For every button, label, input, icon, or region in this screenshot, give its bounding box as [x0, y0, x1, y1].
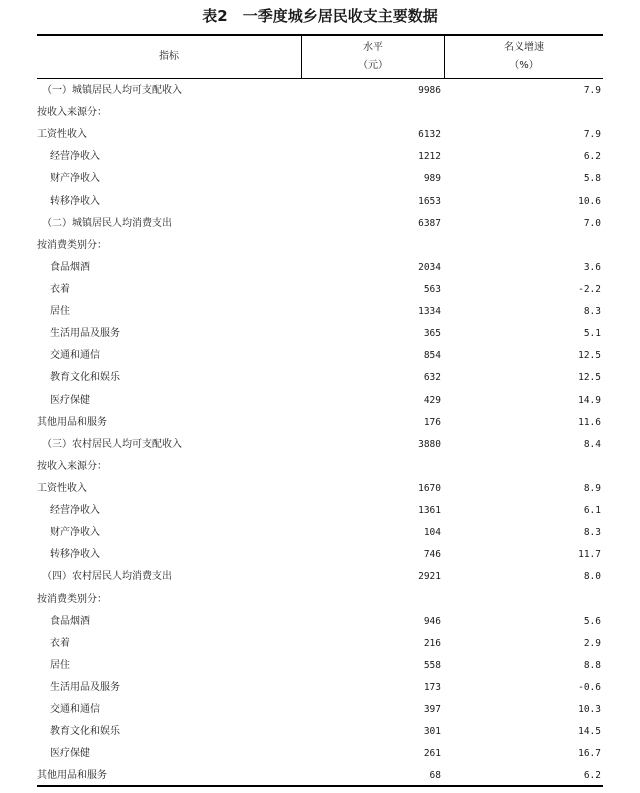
table-row [37, 522, 603, 544]
row-label: 食品烟酒 [50, 261, 90, 273]
table-row [37, 611, 603, 633]
row-label: （一）城镇居民人均可支配收入 [42, 85, 182, 96]
row-growth-value: 8.8 [583, 659, 601, 671]
row-level-value: 2921 [418, 571, 441, 583]
row-level-value: 1670 [418, 482, 441, 494]
row-level-value: 173 [423, 681, 441, 693]
table-row [37, 721, 603, 743]
table-row [37, 566, 603, 588]
header-indicator [37, 35, 301, 78]
row-label: 衣着 [50, 283, 70, 295]
table-row [37, 191, 603, 213]
row-growth-value: 8.9 [583, 482, 601, 494]
table-row [37, 677, 603, 699]
table-row [37, 235, 603, 257]
row-label: 按收入来源分： [37, 460, 107, 472]
row-label: 居住 [50, 306, 70, 318]
table-row [37, 102, 603, 124]
row-level-value: 946 [423, 615, 441, 627]
row-level-value: 746 [423, 549, 441, 561]
row-level-value: 365 [423, 328, 441, 340]
row-level-value: 3880 [418, 438, 441, 450]
row-label: 教育文化和娱乐 [50, 726, 120, 738]
row-label: 交通和通信 [50, 704, 100, 716]
table-row [37, 279, 603, 301]
row-growth-value: 5.8 [583, 173, 601, 185]
row-level-value: 6132 [418, 129, 441, 141]
header-level [302, 35, 444, 78]
table-row [37, 743, 603, 765]
row-growth-value: 7.9 [583, 85, 601, 96]
table-row [37, 168, 603, 190]
header-growth [445, 35, 603, 78]
row-label: 生活用品及服务 [50, 328, 120, 340]
row-label: 其他用品和服务 [37, 770, 107, 782]
row-label: 居住 [50, 659, 70, 671]
row-label: 其他用品和服务 [37, 416, 107, 428]
row-label: 按消费类别分： [37, 239, 107, 251]
row-label: 按消费类别分： [37, 593, 107, 605]
table-row [37, 390, 603, 412]
row-growth-value: 12.5 [578, 350, 601, 362]
row-label: 工资性收入 [37, 129, 87, 141]
row-label: 经营净收入 [50, 151, 100, 163]
table-row [37, 655, 603, 677]
row-label: 交通和通信 [50, 350, 100, 362]
row-growth-value: -2.2 [578, 283, 601, 295]
row-level-value: 104 [423, 527, 441, 539]
row-level-value: 397 [423, 704, 441, 716]
row-label: 衣着 [50, 637, 70, 649]
row-growth-value: 14.5 [578, 726, 601, 738]
row-label: 教育文化和娱乐 [50, 372, 120, 384]
table-row [37, 434, 603, 456]
row-level-value: 1212 [418, 151, 441, 163]
row-level-value: 558 [423, 659, 441, 671]
row-label: 经营净收入 [50, 505, 100, 517]
row-growth-value: 11.7 [578, 549, 601, 561]
row-growth-value: -0.6 [578, 681, 601, 693]
row-level-value: 1361 [418, 505, 441, 517]
row-growth-value: 5.6 [583, 615, 601, 627]
table-row [37, 633, 603, 655]
table-row [37, 500, 603, 522]
table-row [37, 257, 603, 279]
table-row [37, 323, 603, 345]
row-level-value: 989 [423, 173, 441, 185]
row-growth-value: 14.9 [578, 394, 601, 406]
row-level-value: 2034 [418, 261, 441, 273]
row-label: 财产净收入 [50, 527, 100, 539]
header-growth-label: 名义增速 [504, 41, 544, 53]
row-growth-value: 12.5 [578, 372, 601, 384]
row-growth-value: 6.2 [583, 151, 601, 163]
row-label: 医疗保健 [50, 394, 90, 406]
table-row [37, 146, 603, 168]
row-label: 医疗保健 [50, 748, 90, 760]
row-label: （三）农村居民人均可支配收入 [42, 438, 182, 450]
row-growth-value: 8.4 [583, 438, 601, 450]
row-level-value: 176 [423, 416, 441, 428]
row-label: 财产净收入 [50, 173, 100, 185]
row-level-value: 632 [423, 372, 441, 384]
table-bottom-rule [37, 785, 603, 787]
row-label: 转移净收入 [50, 549, 100, 561]
table-body [37, 80, 603, 788]
row-growth-value: 6.2 [583, 770, 601, 782]
row-growth-value: 7.0 [583, 217, 601, 229]
row-growth-value: 16.7 [578, 748, 601, 760]
table-row [37, 544, 603, 566]
row-level-value: 301 [423, 726, 441, 738]
row-level-value: 1334 [418, 306, 441, 318]
row-level-value: 563 [423, 283, 441, 295]
row-growth-value: 3.6 [583, 261, 601, 273]
row-label: （四）农村居民人均消费支出 [42, 571, 172, 583]
table-row [37, 213, 603, 235]
row-growth-value: 8.3 [583, 527, 601, 539]
table-title: 表2 一季度城乡居民收支主要数据 [202, 7, 438, 25]
row-level-value: 854 [423, 350, 441, 362]
row-level-value: 9986 [418, 85, 441, 96]
header-level-label: 水平 [363, 41, 383, 53]
row-label: 生活用品及服务 [50, 681, 120, 693]
row-level-value: 216 [423, 637, 441, 649]
row-growth-value: 11.6 [578, 416, 601, 428]
row-growth-value: 7.9 [583, 129, 601, 141]
table-row [37, 589, 603, 611]
row-label: 按收入来源分： [37, 107, 107, 119]
table-row [37, 80, 603, 102]
row-level-value: 68 [429, 770, 441, 782]
row-growth-value: 10.6 [578, 195, 601, 207]
table-row [37, 478, 603, 500]
row-label: （二）城镇居民人均消费支出 [42, 217, 172, 229]
row-level-value: 6387 [418, 217, 441, 229]
row-label: 食品烟酒 [50, 615, 90, 627]
table-row [37, 367, 603, 389]
table-row [37, 124, 603, 146]
row-growth-value: 2.9 [583, 637, 601, 649]
row-label: 工资性收入 [37, 482, 87, 494]
row-growth-value: 5.1 [583, 328, 601, 340]
table-row [37, 699, 603, 721]
row-growth-value: 6.1 [583, 505, 601, 517]
row-growth-value: 8.0 [583, 571, 601, 583]
row-growth-value: 10.3 [578, 704, 601, 716]
header-growth-unit: （%） [509, 59, 539, 71]
table-row [37, 456, 603, 478]
table-row [37, 301, 603, 323]
row-level-value: 429 [423, 394, 441, 406]
row-level-value: 261 [423, 748, 441, 760]
header-bottom-rule [37, 78, 603, 79]
header-level-unit: （元） [358, 59, 388, 71]
row-label: 转移净收入 [50, 195, 100, 207]
row-growth-value: 8.3 [583, 306, 601, 318]
table-row [37, 345, 603, 367]
row-level-value: 1653 [418, 195, 441, 207]
header-indicator-label: 指标 [159, 50, 179, 62]
table-row [37, 412, 603, 434]
